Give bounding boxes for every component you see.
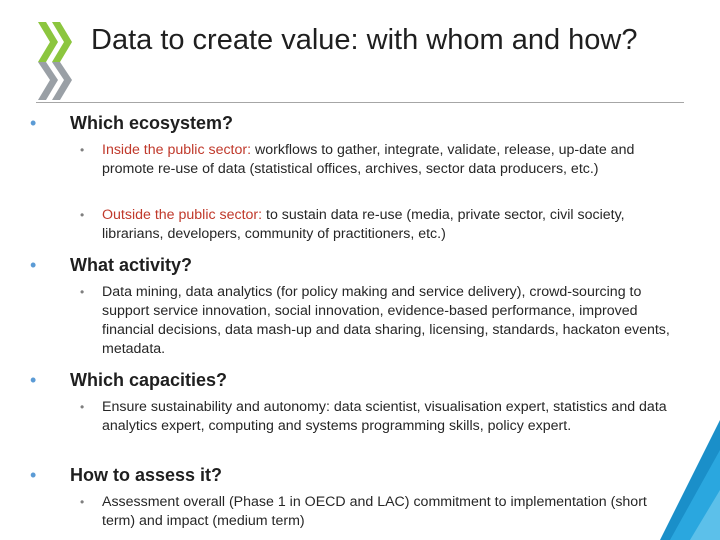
item-text: to sustain data re-use (media, private sector, civil society, librarians, developers, community of practitioners, etc.) xyxy=(102,207,625,242)
bullet-icon: • xyxy=(80,208,85,222)
bullet-icon: • xyxy=(30,465,37,485)
bullet-icon: • xyxy=(80,285,85,299)
bullet-icon: • xyxy=(30,113,37,133)
item-text: workflows to gather, integrate, validate, release, up-date and promote re-use of data (statistical offices, archives, sector data producers, etc.) xyxy=(102,142,635,177)
bullet-icon: • xyxy=(30,370,37,390)
title-divider xyxy=(36,102,684,103)
bullet-icon: • xyxy=(30,255,37,275)
item-text: Assessment overall (Phase 1 in OECD and LAC) commitment to implementation (short term) and impact (medium term) xyxy=(102,494,647,529)
corner-decoration-icon xyxy=(660,420,720,540)
bullet-icon: • xyxy=(80,400,85,414)
bullet-icon: • xyxy=(80,495,85,509)
oecd-logo-icon xyxy=(36,22,76,100)
item-text: Data mining, data analytics (for policy making and service delivery), crowd-sourcing to support service innovation, social innovation, evidence-based performance, improved financial decisions, data mash-up and data sharing, licensing, standards, hackaton events, metadata. xyxy=(102,284,670,357)
slide-title: Data to create value: with whom and how? xyxy=(91,24,638,56)
item-text: Ensure sustainability and autonomy: data scientist, visualisation expert, statistics and data analytics expert, computing and systems programming skills, policy expert. xyxy=(102,399,667,434)
item-lead: Inside the public sector: xyxy=(102,142,252,158)
bullet-icon: • xyxy=(80,143,85,157)
item-lead: Outside the public sector: xyxy=(102,207,263,223)
